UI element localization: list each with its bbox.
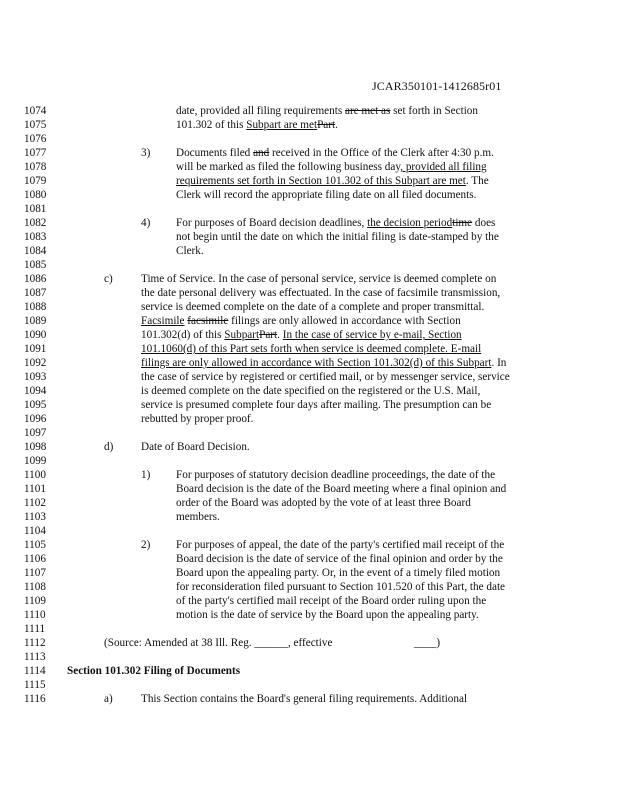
text-line: Board upon the appealing party. Or, in the event of a timely filed motion xyxy=(176,567,501,579)
list-marker: 1) xyxy=(141,469,151,481)
text-line xyxy=(141,328,462,342)
inserted-text: the decision period xyxy=(367,217,453,229)
line-number: 1097 xyxy=(24,427,47,439)
deleted-text: and xyxy=(253,147,270,159)
line-number: 1110 xyxy=(24,609,46,621)
text-span: date, provided all filing requirements xyxy=(176,105,346,117)
line-number: 1096 xyxy=(24,413,47,425)
text-span: filings are only allowed in accordance with Section xyxy=(228,315,461,327)
text-span: . In xyxy=(491,357,507,369)
text-line: motion is the date of service by the Board upon the appealing party. xyxy=(176,609,479,621)
text-line: order of the Board was adopted by the vote of at least three Board xyxy=(176,497,471,509)
source-note-end: ____) xyxy=(414,637,441,649)
inserted-text: Subpart xyxy=(224,329,260,341)
text-line: For purposes of appeal, the date of the party's certified mail receipt of the xyxy=(176,539,505,551)
line-number: 1074 xyxy=(24,105,47,117)
deleted-text: facsimile xyxy=(187,315,229,327)
text-line xyxy=(176,104,478,118)
line-number: 1100 xyxy=(24,469,46,481)
line-number: 1099 xyxy=(24,455,47,467)
line-number: 1094 xyxy=(24,385,47,397)
text-line: For purposes of statutory decision deadline proceedings, the date of the xyxy=(176,469,496,481)
line-number: 1076 xyxy=(24,133,47,145)
text-span: . The xyxy=(465,175,489,187)
text-line: service is presumed complete four days after mailing. The presumption can be xyxy=(141,399,492,411)
line-number: 1091 xyxy=(24,343,47,355)
source-note: (Source: Amended at 38 Ill. Reg. ______, effective xyxy=(104,637,333,649)
list-marker: 2) xyxy=(141,539,151,551)
text-span: Documents filed xyxy=(176,147,254,159)
inserted-text: requirements set forth in Section 101.302 of this Subpart are met xyxy=(176,175,466,187)
line-number: 1086 xyxy=(24,273,47,285)
text-line xyxy=(176,174,489,188)
line-number: 1101 xyxy=(24,483,46,495)
text-span: . xyxy=(335,119,338,131)
deleted-text: are met as xyxy=(345,105,391,117)
deleted-text: time xyxy=(452,217,473,229)
document-id-header: JCAR350101-1412685r01 xyxy=(372,79,502,93)
deleted-text: Part xyxy=(259,329,278,341)
line-number: 1082 xyxy=(24,217,47,229)
line-number: 1081 xyxy=(24,203,47,215)
line-number: 1112 xyxy=(24,637,46,649)
text-span: . xyxy=(277,329,283,341)
text-line: of the party's certified mail receipt of the Board order ruling upon the xyxy=(176,595,487,607)
line-number: 1111 xyxy=(24,623,46,635)
text-line: not begin until the date on which the initial filing is date-stamped by the xyxy=(176,231,499,243)
line-number: 1077 xyxy=(24,147,47,159)
text-line: for reconsideration filed pursuant to Section 101.520 of this Part, the date xyxy=(176,581,506,593)
line-number: 1102 xyxy=(24,497,46,509)
inserted-text: Facsimile xyxy=(141,315,185,327)
line-number: 1085 xyxy=(24,259,47,271)
text-span: For purposes of Board decision deadlines, xyxy=(176,217,368,229)
text-line: rebutted by proper proof. xyxy=(141,413,254,425)
text-span: set forth in Section xyxy=(390,105,478,117)
text-line: the case of service by registered or certified mail, or by messenger service, service xyxy=(141,371,510,383)
text-line xyxy=(141,342,481,356)
section-heading: Section 101.302 Filing of Documents xyxy=(67,665,241,677)
line-number: 1089 xyxy=(24,315,47,327)
text-line xyxy=(176,216,495,230)
line-number: 1109 xyxy=(24,595,46,607)
text-line: Time of Service. In the case of personal service, service is deemed complete on xyxy=(141,273,497,285)
line-number: 1075 xyxy=(24,119,47,131)
text-line: Board decision is the date of service of the final opinion and order by the xyxy=(176,553,503,565)
inserted-text: , provided all filing xyxy=(400,161,487,173)
text-line: the date personal delivery was effectuated. In the case of facsimile transmission, xyxy=(141,287,501,299)
line-number: 1084 xyxy=(24,245,47,257)
text-span: does xyxy=(472,217,496,229)
text-line: is deemed complete on the date specified on the registered or the U.S. Mail, xyxy=(141,385,481,397)
line-number: 1078 xyxy=(24,161,47,173)
line-number: 1108 xyxy=(24,581,46,593)
line-number: 1095 xyxy=(24,399,47,411)
text-line: Clerk. xyxy=(176,245,204,257)
line-number: 1113 xyxy=(24,651,46,663)
line-number: 1103 xyxy=(24,511,46,523)
inserted-text: 101.1060(d) of this Part sets forth when service is deemed complete. E-mail xyxy=(141,343,482,355)
line-number: 1104 xyxy=(24,525,46,537)
text-span: 101.302(d) of this xyxy=(141,329,225,341)
line-number: 1079 xyxy=(24,175,47,187)
text-line xyxy=(176,118,338,132)
line-number: 1107 xyxy=(24,567,46,579)
text-span: will be marked as filed the following business day xyxy=(176,161,401,173)
list-marker: a) xyxy=(104,693,113,705)
text-line: This Section contains the Board's general filing requirements. Additional xyxy=(141,693,468,705)
line-number: 1080 xyxy=(24,189,47,201)
text-line: Date of Board Decision. xyxy=(141,441,250,453)
inserted-text: filings are only allowed in accordance with Section 101.302(d) of this Subpart xyxy=(141,357,492,369)
list-marker: 3) xyxy=(141,147,151,159)
list-marker: 4) xyxy=(141,217,151,229)
line-number: 1105 xyxy=(24,539,46,551)
text-line xyxy=(176,160,487,174)
line-number: 1088 xyxy=(24,301,47,313)
list-marker: c) xyxy=(104,273,113,285)
line-number: 1093 xyxy=(24,371,47,383)
line-number: 1098 xyxy=(24,441,47,453)
text-line xyxy=(141,314,461,328)
text-line: Board decision is the date of the Board meeting where a final opinion and xyxy=(176,483,507,495)
line-number: 1087 xyxy=(24,287,47,299)
line-number: 1106 xyxy=(24,553,46,565)
text-line: members. xyxy=(176,511,220,523)
line-number: 1083 xyxy=(24,231,47,243)
text-line xyxy=(176,146,494,160)
inserted-text: In the case of service by e-mail, Section xyxy=(282,329,462,341)
text-span: received in the Office of the Clerk after 4:30 p.m. xyxy=(269,147,494,159)
text-line: Clerk will record the appropriate filing date on all filed documents. xyxy=(176,189,477,201)
list-marker: d) xyxy=(104,441,114,453)
text-span: 101.302 of this xyxy=(176,119,247,131)
line-number: 1090 xyxy=(24,329,47,341)
line-number: 1114 xyxy=(24,665,46,677)
inserted-text: Subpart are met xyxy=(246,119,318,131)
text-line xyxy=(141,356,506,370)
deleted-text: Part xyxy=(317,119,336,131)
line-number: 1116 xyxy=(24,693,46,705)
line-number: 1115 xyxy=(24,679,46,691)
text-line: service is deemed complete on the date of a complete and proper transmittal. xyxy=(141,301,485,313)
line-number: 1092 xyxy=(24,357,47,369)
